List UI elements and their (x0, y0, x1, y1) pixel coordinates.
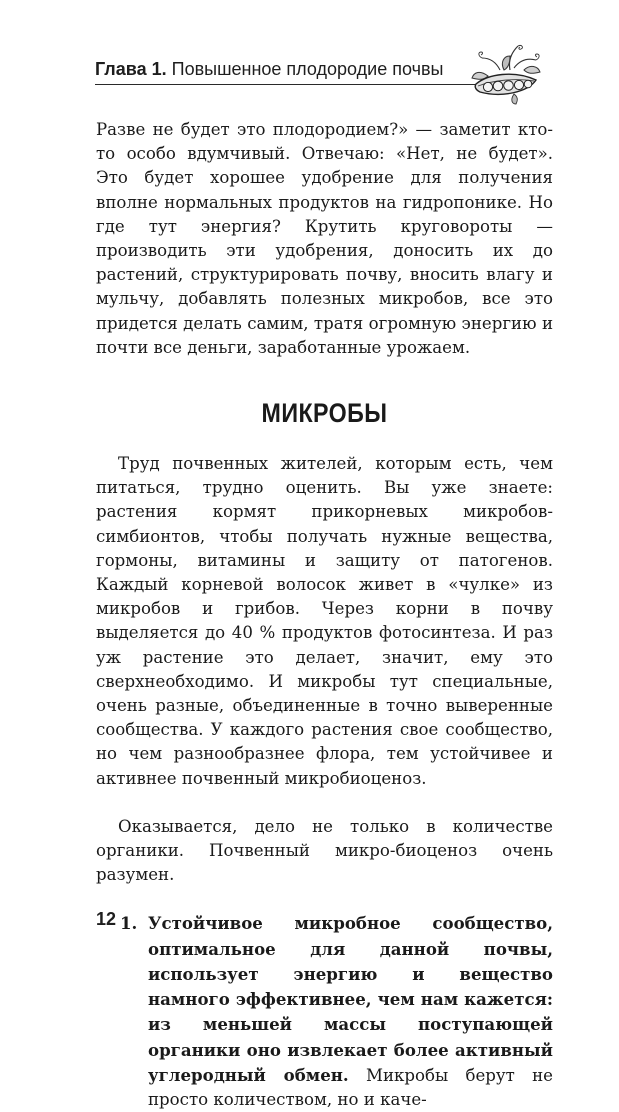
paragraph-intro: Разве не будет это плодородием?» — заметит кто-то особо вдумчивый. Отвечаю: «Нет, не будет». Это будет хорошее удобрение для получения вполне нормальных продуктов на гидропонике. Но где тут энергия? Крутить круговороты — производить эти удобрения, доносить их до растений, структурировать почву, вносить влагу и мульчу, добавлять полезных микробов, все это придется делать самим, тратя огромную энергию и почти все деньги, заработанные урожаем. (96, 120, 553, 357)
paragraph-organic: Оказывается, дело не только в количестве органики. Почвенный микро-биоценоз очень разумен. (96, 816, 553, 885)
page-number: 12 (96, 909, 117, 929)
list-item-bold-text: Устойчивое микробное сообщество, оптимальное для данной почвы, использует энергию и вещество намного эффективнее, чем нам кажется: из меньшей массы поступающей органики оно извлекает более активный углеродный обмен. (148, 913, 553, 1085)
paragraph-microbes: Труд почвенных жителей, которым есть, чем питаться, трудно оценить. Вы уже знаете: растения кормят прикорневых микробов-симбионтов, чтобы получать нужные вещества, гормоны, витамины и защиту от патогенов. Каждый корневой волосок живет в «чулке» из микробов и грибов. Через корни в почву выделяется до 40 % продуктов фотосинтеза. И раз уж растение это делает, значит, ему это сверхнеобходимо. И микробы тут специальные, очень разные, объединенные в точно выверенные сообщества. У каждого растения свое сообщество, но чем разнообразнее флора, тем устойчивее и активнее почвенный микробиоценоз. (96, 454, 553, 788)
list-item-1 (96, 911, 553, 1112)
page-body (96, 118, 553, 1112)
running-head (95, 58, 475, 80)
list-item-text: Микробы берут не просто количеством, но и каче- (148, 1065, 553, 1109)
section-title: МИКРОБЫ (261, 398, 388, 429)
list-item-number: 1. (120, 913, 138, 934)
chapter-title: Повышенное плодородие почвы (171, 59, 444, 79)
header-rule (95, 84, 477, 85)
chapter-label: Глава 1. (95, 59, 167, 79)
pea-pod-icon (470, 40, 542, 106)
